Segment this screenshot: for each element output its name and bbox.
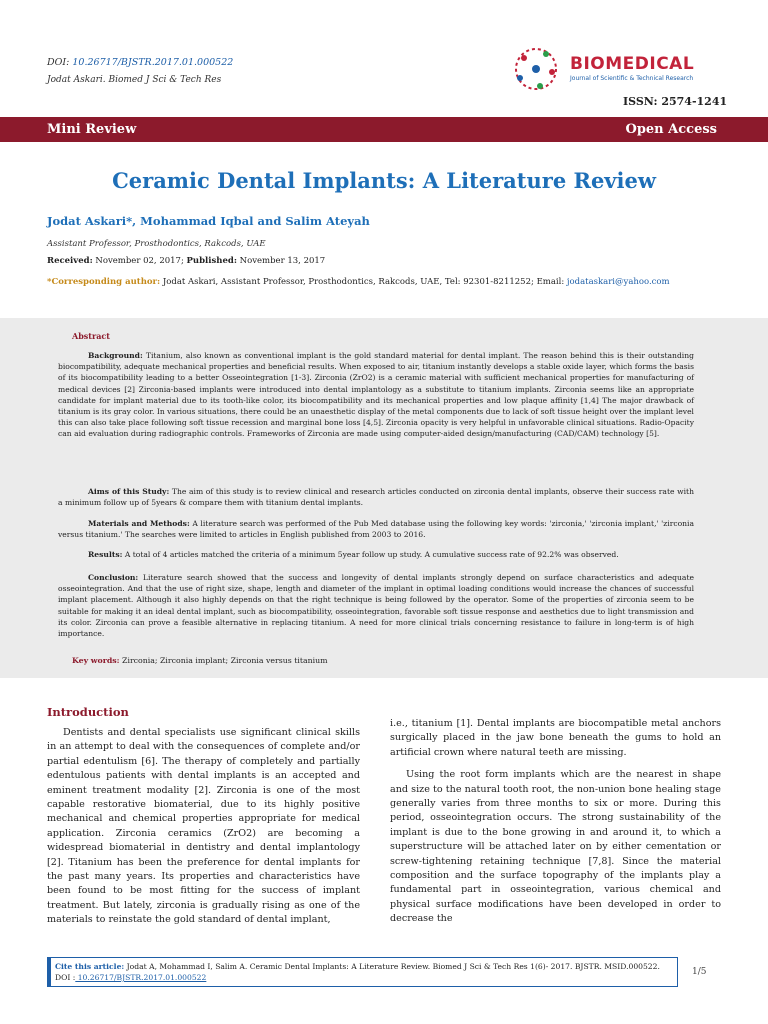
abstract-aims [58,486,694,508]
aims-label: Aims of this Study: [88,487,170,496]
published-label: Published: [186,256,237,266]
article-type: Mini Review [47,122,137,137]
published-date: November 13, 2017 [236,256,326,266]
abstract-methods [58,518,694,540]
page-number: 1/5 [692,967,707,977]
background-text: Titanium, also known as conventional implant is the gold standard material for dental implant. The reason behind this is their outstanding biocompatibility, adequate mechanical properties and beneficial results. When exposed to air, titanium instantly develops a stable oxide layer, which forms the basis of its biocompatibility leading to a better Osseointegration [1-3]. Zirconia (ZrO2) is a ceramic material with sufficient mechanical properties for manufacturing of medical devices [2] Zirconia-based implants were introduced into dental implantology as a substitute to titanium implants. Zirconia seems like an appropriate candidate for implant material due to its tooth-like color, its biocompatibility and its mechanical properties and low plaque affinity [1,4] The major drawback of titanium is its gray color. In various situations, there could be an unaesthetic display of the metal components due to lack of soft tissue height over the implant level this can also take place following soft tissue recession and marginal bone loss [4,5]. Zirconia opacity is very helpful in unfavorable clinical situations. Radio-Opacity can aid evaluation during radiographic controls. Frameworks of Zirconia are made using computer-aided design/manufacturing (CAD/CAM) technology [5]. [58,351,694,439]
cite-label: Cite this article: [55,962,125,971]
citation-text [55,961,665,983]
results-label: Results: [88,550,123,559]
authors: Jodat Askari*, Mohammad Iqbal and Salim Ateyah [47,214,370,228]
corr-text: Jodat Askari, Assistant Professor, Prosthodontics, Rakcods, UAE, Tel: 92301-8211252; Email: [160,277,565,287]
aims-text: The aim of this study is to review clinical and research articles conducted on zirconia dental implants, observe their success rate with a minimum follow up of 5years & compare them with titanium dental implants. [58,487,694,508]
keywords [72,656,328,665]
logo-subtitle: Journal of Scientific & Technical Research [570,75,694,82]
intro-paragraph: i.e., titanium [1]. Dental implants are biocompatible metal anchors surgically placed in the jaw bone beneath the gums to hold an artificial crown where natural teeth are missing. [390,718,721,758]
received-date: November 02, 2017; [92,256,184,266]
methods-label: Materials and Methods: [88,519,190,528]
dna-helix-icon [508,44,564,94]
corr-label: Corresponding author: [51,277,161,287]
issn: ISSN: 2574-1241 [623,95,728,108]
intro-left-column [47,726,360,936]
intro-paragraph: Using the root form implants which are the nearest in shape and size to the natural tooth root, the non-union bone healing stage generally varies from three months to six or more. During this period, osseointegration occurs. The strong sustainability of the implant is due to the bone growing in and around it, to which a superstructure will be attached later on by either cementation or screw-tightening retaining technique [7,8]. Since the material composition and the surface topography of the implants play a fundamental part in osseointegration, various chemical and physical surface modifications have been developed in order to decrease the [390,769,721,925]
received-label: Received: [47,256,93,266]
affiliation: Assistant Professor, Prosthodontics, Rakcods, UAE [47,239,266,249]
cite-body: Jodat A, Mohammad I, Salim A. Ceramic Dental Implants: A Literature Review. Biomed J Sci & Tech Res 1(6)- 2017. BJSTR. MSID.000522. DOI : [55,962,660,982]
doi-label: DOI: [47,57,70,68]
corr-email-link[interactable]: jodataskari@yahoo.com [566,277,670,287]
conclusion-text: Literature search showed that the success and longevity of dental implants strongly depend on surface characteristics and adequate osseointegration. And that the use of right size, shape, length and diameter of the implant in optimal loading conditions would increase the chances of successful implant placement. Although it also highly depends on that the right technique is being followed by the operator. Some of the properties of zirconia seem to be suitable for making it an ideal dental implant, such as biocompatibility, osseointegration, favorable soft tissue response and aesthetics due to light transmission and its color. Zirconia can prove a feasible alternative in replacing titanium. A need for more clinical trials concerning resistance to failure in long-term is of high importance. [58,573,694,639]
short-citation: Jodat Askari. Biomed J Sci & Tech Res [47,75,222,85]
keywords-label: Key words: [72,656,120,665]
abstract-results [58,549,694,560]
corresponding-author [47,277,670,287]
introduction-heading: Introduction [47,705,129,719]
keywords-text: Zirconia; Zirconia implant; Zirconia versus titanium [119,656,328,665]
conclusion-label: Conclusion: [88,573,139,582]
intro-right-column [390,717,721,935]
results-text: A total of 4 articles matched the criteria of a minimum 5year follow up study. A cumulative success rate of 92.2% was observed. [122,550,619,559]
abstract-heading: Abstract [72,331,110,341]
methods-text: A literature search was performed of the Pub Med database using the following key words: 'zirconia,' 'zirconia implant,' 'zirconia versus titanium.' The searches were limited to articles in English published from 2003 to 2016. [58,519,694,540]
doi-link[interactable]: 10.26717/BJSTR.2017.01.000522 [72,57,234,68]
article-title: Ceramic Dental Implants: A Literature Review [112,168,656,193]
doi-line [47,57,233,68]
logo-wordmark: BIOMEDICAL [570,54,695,74]
open-access-label: Open Access [625,122,717,137]
background-label: Background: [88,351,143,360]
corr-star: * [47,277,52,287]
journal-logo [508,44,720,94]
cite-doi-link[interactable]: 10.26717/BJSTR.2017.01.000522 [75,973,207,982]
abstract-conclusion [58,572,694,639]
intro-paragraph: Dentists and dental specialists use significant clinical skills in an attempt to deal with the consequences of complete and/or partial edentulism [6]. The therapy of completely and partially edentulous patients with dental implants is an accepted and eminent treatment modality [2]. Zirconia is one of the most capable restorative biomaterial, due to its highly positive mechanical and chemical properties appropriate for medical application. Zirconia ceramics (ZrO2) are becoming a widespread biomaterial in dentistry and dental implantology [2]. Titanium has been the preference for dental implants for the past many years. Its properties and characteristics have been found to be most fitting for the success of implant treatment. But lately, zirconia is gradually rising as one of the materials to reinstate the gold standard of dental implant, [47,727,360,926]
article-dates [47,256,325,266]
abstract-background [58,350,694,440]
